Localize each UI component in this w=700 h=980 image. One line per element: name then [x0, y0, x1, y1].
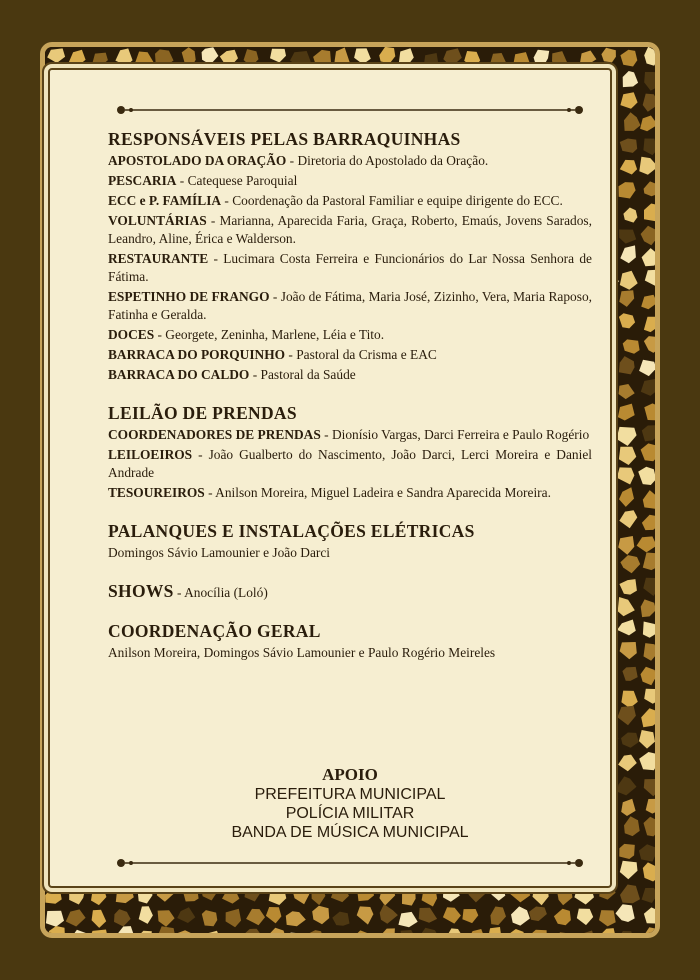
entry-label: TESOUREIROS: [108, 485, 205, 500]
shows-line: [108, 580, 592, 602]
entry-label: COORDENADORES DE PRENDAS: [108, 427, 321, 442]
apoio-line: BANDA DE MÚSICA MUNICIPAL: [231, 824, 469, 841]
apoio-block: [108, 765, 592, 842]
entry-label: RESTAURANTE: [108, 251, 209, 266]
entry-text: - João de Fátima, Maria José, Zizinho, Vera, Maria Raposo, Fatinha e Geralda.: [108, 289, 592, 322]
entry-text: - João Gualberto do Nascimento, João Darci, Lerci Moreira e Daniel Andrade: [108, 447, 592, 480]
entry-item: [108, 152, 592, 170]
entry-text: - Catequese Paroquial: [176, 173, 298, 188]
entry-item: [108, 172, 592, 190]
section-title-leilao: LEILÃO DE PRENDAS: [108, 403, 297, 423]
entry-item: [108, 366, 592, 384]
entry-label: APOSTOLADO DA ORAÇÃO: [108, 153, 287, 168]
mosaic-tile: [183, 888, 199, 902]
section-title-barraquinhas: RESPONSÁVEIS PELAS BARRAQUINHAS: [108, 129, 461, 149]
ornament-divider-icon: [115, 857, 585, 869]
section-title-shows: SHOWS: [108, 581, 174, 601]
entry-text: - Coordenação da Pastoral Familiar e equipe dirigente do ECC.: [221, 193, 563, 208]
apoio-title: APOIO: [322, 765, 378, 784]
entry-item: [108, 288, 592, 324]
shows-text: - Anocília (Loló): [173, 585, 268, 600]
barraquinhas-list: [108, 152, 592, 384]
entry-item: [108, 446, 592, 482]
entry-item: [108, 250, 592, 286]
entry-label: ECC e P. FAMÍLIA: [108, 193, 222, 208]
entry-label: DOCES: [108, 327, 155, 342]
entry-text: - Georgete, Zeninha, Marlene, Léia e Tito.: [154, 327, 385, 342]
entry-label: BARRACA DO CALDO: [108, 367, 250, 382]
document-body: [108, 128, 592, 664]
leilao-list: [108, 426, 592, 502]
entry-label: VOLUNTÁRIAS: [108, 213, 207, 228]
entry-item: [108, 326, 592, 344]
apoio-line: POLÍCIA MILITAR: [285, 805, 415, 822]
section-title-coordenacao: COORDENAÇÃO GERAL: [108, 621, 321, 641]
section-title-palanques: PALANQUES E INSTALAÇÕES ELÉTRICAS: [108, 521, 475, 541]
entry-item: [108, 426, 592, 444]
entry-text: - Anilson Moreira, Miguel Ladeira e Sandra Aparecida Moreira.: [204, 485, 551, 500]
entry-text: - Marianna, Aparecida Faria, Graça, Roberto, Emaús, Jovens Sarados, Leandro, Aline, Érica e Walderson.: [108, 213, 592, 246]
entry-item: [108, 192, 592, 210]
entry-text: - Pastoral da Crisma e EAC: [285, 347, 437, 362]
entry-item: [108, 212, 592, 248]
entry-text: - Diretoria do Apostolado da Oração.: [286, 153, 489, 168]
entry-item: [108, 484, 592, 502]
apoio-line: PREFEITURA MUNICIPAL: [254, 786, 446, 803]
entry-label: PESCARIA: [108, 173, 177, 188]
entry-text: - Lucimara Costa Ferreira e Funcionários do Lar Nossa Senhora de Fátima.: [108, 251, 592, 284]
ornament-divider-icon: [115, 104, 585, 116]
entry-label: BARRACA DO PORQUINHO: [108, 347, 286, 362]
palanques-text: Domingos Sávio Lamounier e João Darci: [108, 545, 331, 560]
entry-text: - Dionísio Vargas, Darci Ferreira e Paulo Rogério: [320, 427, 590, 442]
entry-label: LEILOEIROS: [108, 447, 193, 462]
entry-label: ESPETINHO DE FRANGO: [108, 289, 270, 304]
entry-item: [108, 346, 592, 364]
entry-text: - Pastoral da Saúde: [249, 367, 356, 382]
coordenacao-text: Anilson Moreira, Domingos Sávio Lamounier e Paulo Rogério Meireles: [108, 645, 496, 660]
